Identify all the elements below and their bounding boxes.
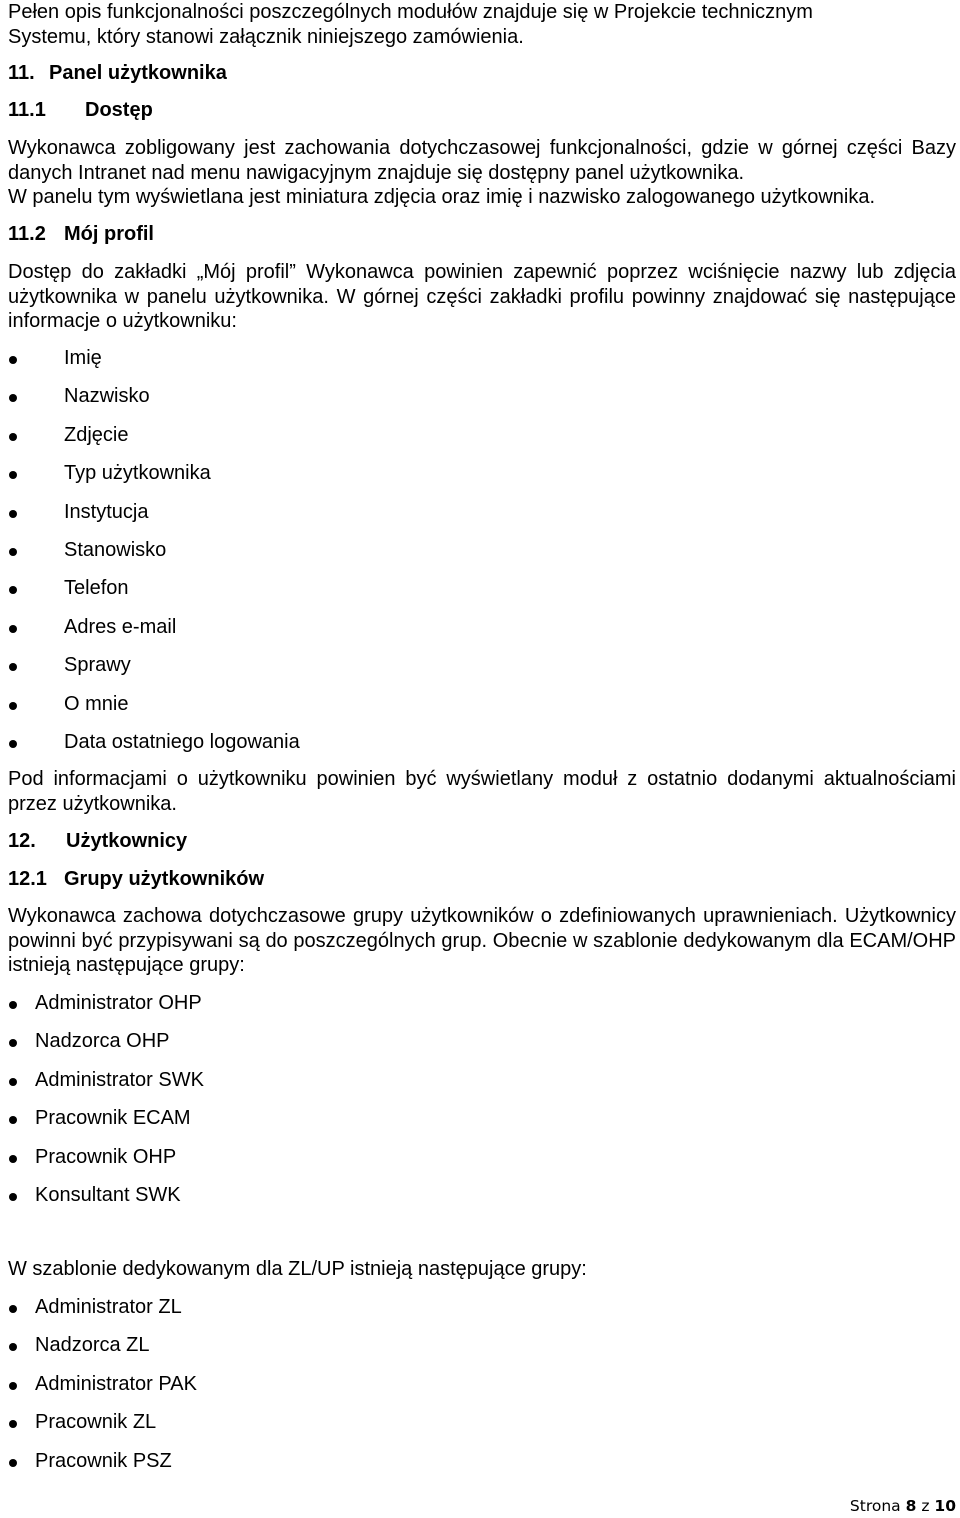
- zl-intro-paragraph: W szablonie dedykowanym dla ZL/UP istnieją następujące grupy:: [8, 1258, 587, 1280]
- heading-number: 12.1: [8, 868, 47, 890]
- zl-intro: [8, 1257, 956, 1282]
- bullet-icon: [9, 1382, 17, 1390]
- bullet-icon: [9, 586, 17, 594]
- bullet-icon: [9, 663, 17, 671]
- section-11-1-body: [8, 136, 956, 210]
- page-footer: [850, 1497, 956, 1515]
- zl-group-item-label: Administrator PAK: [35, 1372, 197, 1395]
- bullet-icon: [9, 394, 17, 402]
- heading-title: Grupy użytkowników: [64, 868, 265, 890]
- heading-number: 12.: [8, 830, 36, 852]
- heading-title: Mój profil: [64, 223, 154, 245]
- bullet-icon: [9, 1039, 17, 1047]
- bullet-icon: [9, 1420, 17, 1428]
- footer-page-number: 8: [905, 1497, 917, 1515]
- section-11-2-after-paragraph: Pod informacjami o użytkowniku powinien być wyświetlany moduł z ostatnio dodanymi aktualnościami przez użytkownika.: [8, 768, 956, 815]
- heading-title: Użytkownicy: [66, 830, 188, 852]
- section-11-1-paragraph-1: Wykonawca zobligowany jest zachowania dotychczasowej funkcjonalności, gdzie w górnej części Bazy danych Intranet nad menu nawigacyjnym znajduje się dostępny panel użytkownika.: [8, 137, 956, 184]
- ecam-group-item-label: Konsultant SWK: [35, 1183, 181, 1206]
- bullet-icon: [9, 1343, 17, 1351]
- section-11-2-after: [8, 767, 956, 816]
- profile-field-item-label: Instytucja: [64, 500, 149, 523]
- ecam-group-item-label: Nadzorca OHP: [35, 1030, 170, 1053]
- profile-field-item-label: O mnie: [64, 692, 129, 715]
- bullet-icon: [9, 1116, 17, 1124]
- ecam-group-item-label: Pracownik OHP: [35, 1145, 177, 1168]
- profile-field-item-label: Adres e-mail: [64, 615, 177, 638]
- heading-number: 11.: [8, 62, 35, 84]
- zl-group-item-label: Pracownik ZL: [35, 1411, 157, 1434]
- profile-field-item-label: Stanowisko: [64, 538, 167, 561]
- bullet-icon: [9, 1078, 17, 1086]
- bullet-icon: [9, 740, 17, 748]
- bullet-icon: [9, 1001, 17, 1009]
- profile-field-item-label: Telefon: [64, 577, 129, 600]
- footer-prefix: Strona: [849, 1497, 901, 1515]
- zl-group-item-label: Administrator ZL: [35, 1296, 182, 1318]
- heading-section-11-2: [8, 222, 154, 247]
- section-12-1-body: [8, 904, 956, 978]
- section-11-1-paragraph-2: W panelu tym wyświetlana jest miniatura zdjęcia oraz imię i nazwisko zalogowanego użytkownika.: [8, 186, 876, 208]
- footer-total-pages: 10: [934, 1497, 956, 1515]
- zl-group-item-label: Pracownik PSZ: [35, 1449, 172, 1472]
- profile-field-item-label: Typ użytkownika: [64, 462, 211, 485]
- section-11-2-paragraph: Dostęp do zakładki „Mój profil” Wykonawca powinien zapewnić poprzez wciśnięcie nazwy lub zdjęcia użytkownika w panelu użytkownika. W górnej części zakładki profilu powinny znajdować się następujące informacje o użytkowniku:: [8, 261, 956, 332]
- bullet-icon: [9, 510, 17, 518]
- heading-number: 11.2: [8, 223, 46, 245]
- heading-title: Panel użytkownika: [49, 62, 227, 84]
- heading-title: Dostęp: [85, 99, 153, 121]
- ecam-group-item-label: Administrator SWK: [35, 1068, 204, 1091]
- bullet-icon: [9, 625, 17, 633]
- heading-section-11: [8, 61, 227, 86]
- intro-paragraph: [8, 0, 956, 49]
- bullet-icon: [9, 1193, 17, 1201]
- bullet-icon: [9, 1459, 17, 1467]
- zl-group-item-label: Nadzorca ZL: [35, 1334, 150, 1357]
- ecam-group-item-label: Administrator OHP: [35, 992, 202, 1014]
- heading-section-12: [8, 829, 187, 854]
- heading-number: 11.1: [8, 99, 46, 121]
- profile-field-item-label: Nazwisko: [64, 385, 150, 408]
- bullet-icon: [9, 548, 17, 556]
- bullet-icon: [9, 1305, 17, 1313]
- profile-field-item-label: Zdjęcie: [64, 423, 129, 446]
- bullet-icon: [9, 1155, 17, 1163]
- bullet-icon: [9, 433, 17, 441]
- footer-of: z: [921, 1497, 930, 1515]
- profile-field-item-label: Sprawy: [64, 654, 131, 677]
- profile-field-item-label: Imię: [64, 347, 102, 369]
- bullet-icon: [9, 702, 17, 710]
- section-12-1-paragraph: Wykonawca zachowa dotychczasowe grupy użytkowników o zdefiniowanych uprawnieniach. Użytkownicy powinni być przypisywani są do poszczególnych grup. Obecnie w szablonie dedykowanym dla ECAM/OHP istnieją następujące grupy:: [8, 905, 956, 976]
- intro-line-1: Pełen opis funkcjonalności poszczególnych modułów znajduje się w Projekcie technicznym: [8, 1, 813, 23]
- section-11-2-body: [8, 260, 956, 334]
- heading-section-11-1: [8, 98, 153, 123]
- ecam-group-item-label: Pracownik ECAM: [35, 1107, 191, 1130]
- heading-section-12-1: [8, 867, 264, 892]
- profile-field-item-label: Data ostatniego logowania: [64, 730, 300, 753]
- bullet-icon: [9, 471, 17, 479]
- bullet-icon: [9, 356, 17, 364]
- intro-line-2: Systemu, który stanowi załącznik niniejszego zamówienia.: [8, 25, 524, 48]
